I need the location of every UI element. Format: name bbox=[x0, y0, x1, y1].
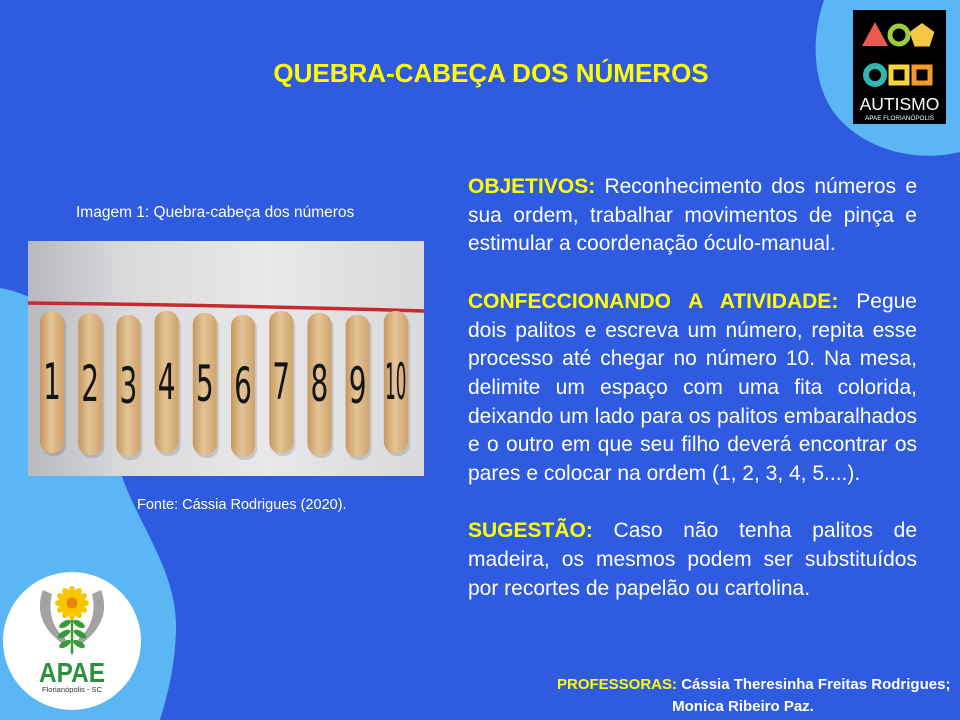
section-text: Reconhecimento dos números e sua ordem, trabalhar movimentos de pinça e estimular a coordenação óculo-manual. bbox=[468, 175, 917, 256]
stick-number: 6 bbox=[234, 356, 252, 416]
autism-logo-title: AUTISMO bbox=[859, 94, 940, 114]
puzzle-photo bbox=[28, 241, 424, 476]
slide-title: QUEBRA-CABEÇA DOS NÚMEROS bbox=[273, 58, 709, 88]
stick-number: 7 bbox=[272, 352, 291, 412]
section-label: OBJETIVOS: bbox=[468, 175, 596, 198]
popsicle-stick bbox=[269, 311, 295, 456]
popsicle-stick bbox=[346, 315, 372, 460]
teachers-line-1 bbox=[557, 674, 950, 696]
section-label: SUGESTÃO: bbox=[468, 519, 593, 543]
teachers-line-2: Monica Ribeiro Paz. bbox=[672, 698, 814, 715]
teachers-label: PROFESSORAS: bbox=[557, 676, 678, 693]
apae-logo-location: Florianópolis - SC bbox=[42, 687, 102, 694]
activity-description bbox=[468, 173, 917, 604]
popsicle-stick bbox=[384, 311, 410, 456]
stick-number: 2 bbox=[81, 354, 100, 414]
popsicle-stick bbox=[155, 311, 181, 456]
stick-number: 8 bbox=[310, 354, 329, 414]
apae-logo-name: APAE bbox=[39, 657, 105, 688]
section-label: CONFECCIONANDO A ATIVIDADE: bbox=[468, 289, 839, 313]
popsicle-stick bbox=[193, 313, 219, 458]
figure-source: Fonte: Cássia Rodrigues (2020). bbox=[137, 497, 347, 513]
stick-number: 5 bbox=[195, 354, 214, 414]
popsicle-stick bbox=[116, 315, 142, 460]
teachers-names: Cássia Theresinha Freitas Rodrigues; bbox=[681, 676, 951, 693]
section-text: Pegue dois palitos e escreva um número, repita esse processo até chegar no número 10. Na mesa, delimite um espaço com uma fita colorida, deixando um lado para os palitos embaralhados e o outro em que seu filho deverá encontrar os pares e colocar na ordem (1, 2, 3, 4, 5....). bbox=[468, 289, 917, 486]
stick-number: 1 bbox=[43, 352, 61, 412]
autism-shapes-logo-icon bbox=[853, 10, 946, 124]
stick-number: 9 bbox=[348, 356, 367, 416]
stick-number: 10 bbox=[385, 352, 407, 412]
popsicle-stick bbox=[307, 313, 333, 458]
stick-number: 3 bbox=[119, 356, 138, 416]
popsicle-stick bbox=[231, 315, 257, 460]
figure-caption: Imagem 1: Quebra-cabeça dos números bbox=[76, 204, 355, 221]
sunflower-hands-logo-icon bbox=[3, 572, 143, 712]
section-instructions bbox=[468, 288, 917, 489]
section-objectives bbox=[468, 173, 917, 259]
stick-number: 4 bbox=[157, 352, 176, 412]
autism-logo-subtitle: APAE FLORIANÓPOLIS bbox=[865, 115, 934, 122]
popsicle-stick bbox=[78, 313, 104, 458]
section-text: Caso não tenha palitos de madeira, os mesmos podem ser substituídos por recortes de papelão ou cartolina. bbox=[468, 519, 917, 600]
popsicle-stick bbox=[40, 311, 66, 456]
section-suggestion bbox=[468, 517, 917, 603]
